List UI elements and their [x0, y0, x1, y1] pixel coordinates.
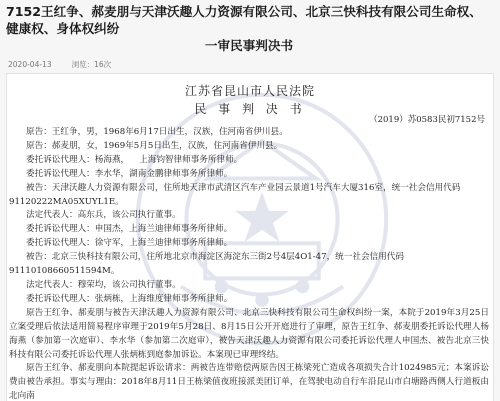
defendant-1-agent-1: [9, 223, 489, 237]
defendant-1-credit-code: 91120222MA05XUYL1E。: [9, 196, 124, 207]
document-type: 民 事 判 决 书: [194, 102, 306, 116]
agent-firm: 上海兰迪律师事务所律师。: [129, 238, 233, 249]
procedural-history: 原告王红争、郝麦朋与被告天津沃趣人力资源有限公司、北京三快科技有限公司生命权纠纷一案，本院于2019年3月25日立案受理后依法适用简易程序审理于2019年5月28日、8月15日公开开庭进行了审理，原告王红争、郝麦朋委托诉讼代理人杨海燕（参加第一次庭审）、李水华（参加第二次庭审），被告天津沃趣人力资源有限公司委托诉讼代理人申国杰、被告北京三快科技有限公司委托诉讼代理人张炳栋到庭参加诉讼。本案现已审理终结。: [9, 307, 489, 360]
agent-firm: 上海维度律师事务所律师。: [129, 293, 233, 304]
agent-role: 委托诉讼代理人：徐守军，: [26, 238, 130, 249]
meta-row: [0, 54, 500, 70]
agent-firm: 湖南金鹏律师事务所律师。: [129, 168, 233, 179]
party-plaintiff-1: 原告：王红争，男，1968年6月17日出生，汉族，住河南省伊川县。: [26, 127, 288, 137]
defendant-2-legal-rep: 法定代表人：穆荣均，该公司执行董事。: [26, 279, 181, 290]
defendant-2: 被告：北京三快科技有限公司，住所地北京市海淀区海淀东三街2号4层4O1-47，统一社会信用代码: [26, 252, 404, 263]
agent-role: 委托诉讼代理人：申国杰，: [26, 224, 130, 235]
view-count: 浏览：16次: [71, 60, 112, 69]
agent-role: 委托诉讼代理人：杨海燕，: [26, 154, 130, 165]
agent-role: 委托诉讼代理人：李水华，: [26, 168, 130, 179]
judgment-document: [6, 73, 494, 401]
agent-firm: 上海钧智律师事务所律师。: [139, 154, 243, 165]
document-title: [0, 0, 500, 54]
publish-date: 2020-04-13: [8, 60, 52, 69]
document-title-line2: 一审民事判决书: [204, 38, 294, 53]
plaintiff-claims: 原告王红争、郝麦朋向本院提起诉讼请求：两被告连带赔偿两原告因王栋梁死亡造成各项损失合计1024985元；本案诉讼费由被告承担。事实与理由：2018年8月11日王栋梁值夜班接派美团订单，在驾驶电动自行车沿昆山市白塘路西侧人行道板由北向南: [9, 363, 489, 401]
agent-role: 委托诉讼代理人：张炳栋，: [26, 293, 130, 304]
court-name: 江苏省昆山市人民法院: [184, 84, 315, 98]
defendant-1: 被告：天津沃趣人力资源有限公司，住所地天津市武清区汽车产业园云景道1号汽车大厦316室，统一社会信用代码: [26, 182, 461, 193]
judgment-body: [9, 126, 489, 401]
plaintiff-agent-1: [9, 154, 489, 168]
defendant-1-legal-rep: 法定代表人：高东兵，该公司执行董事。: [26, 210, 181, 221]
defendant-2-agent-1: [9, 293, 489, 307]
case-number: （2019）苏0583民初7152号: [369, 115, 485, 125]
document-title-line1: 7152王红争、郝麦朋与天津沃趣人力资源有限公司、北京三快科技有限公司生命权、健康权、身体权纠纷: [6, 4, 482, 36]
agent-firm: 上海兰迪律师事务所律师。: [129, 224, 233, 235]
plaintiff-agent-2: [9, 168, 489, 182]
defendant-2-credit-code: 91110108660511594M。: [9, 266, 120, 277]
defendant-1-agent-2: [9, 237, 489, 251]
party-plaintiff-2: 原告：郝麦朋，女，1969年5月5日出生，汉族，住河南省伊川县。: [26, 140, 283, 151]
